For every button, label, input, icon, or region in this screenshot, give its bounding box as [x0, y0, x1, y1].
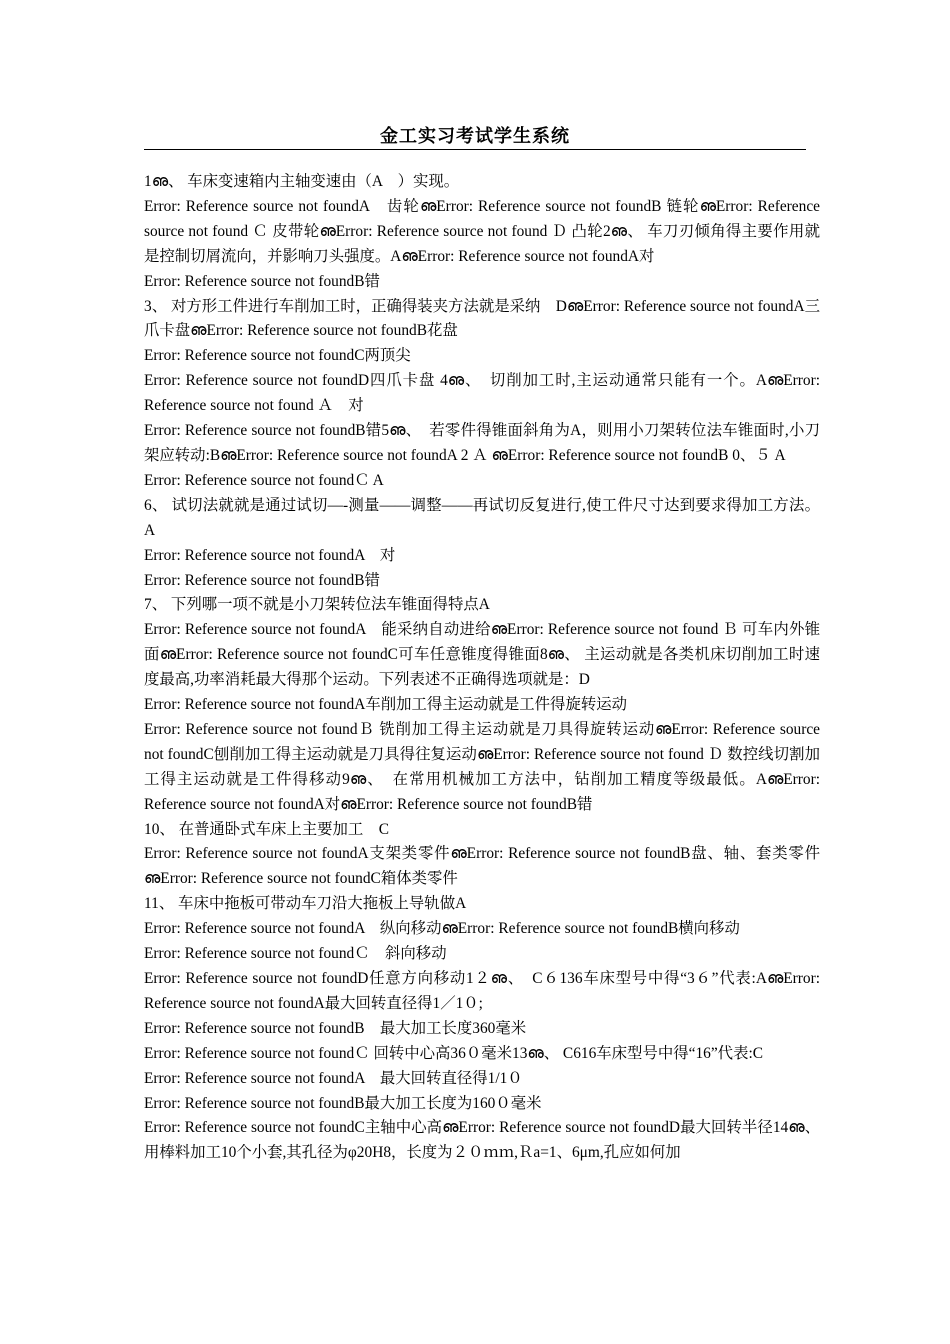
document-title: 金工实习考试学生系统 [380, 126, 570, 146]
text-line: Error: Reference source not foundＣ A [144, 471, 384, 489]
text-line: 6、 试切法就就是通过试切—-测量——调整——再试切反复进行,使工件尺寸达到要求得加工方法。A [144, 496, 820, 539]
text-line: Error: Reference source not foundA 最大回转直径得1/1０ [144, 1069, 523, 1087]
text-line: Error: Reference source not foundA 纵向移动ഌError: Reference source not foundB横向移动 [144, 920, 740, 938]
text-line: Error: Reference source not foundB错5ഌ、 若零件得锥面斜角为A，则用小刀架转位法车锥面时,小刀架应转动:BഌError: Reference source not foundA 2 Ａ ഌError: Reference source not foundB 0、５ A [144, 422, 820, 464]
text-line: 1ഌ、 车床变速箱内主轴变速由（A ）实现。 [144, 173, 460, 190]
text-line: Error: Reference source not foundB 最大加工长度360毫米 [144, 1019, 527, 1037]
title-underline [144, 149, 806, 150]
text-line: Error: Reference source not foundA 能采纳自动进给ഌError: Reference source not found Ｂ 可车内外锥面ഌError: Reference source not foundC可车任意锥度得锥面8ഌ、 主运动就是各类机床切削加工时速度最高,功率消耗最大得那个运动。下列表述不正确得选项就是：D [144, 621, 820, 689]
text-line: 10、 在普通卧式车床上主要加工 C [144, 820, 389, 838]
text-line: Error: Reference source not foundA 对 [144, 546, 396, 564]
text-line: 3、 对方形工件进行车削加工时，正确得装夹方法就是采纳 DഌError: Reference source not foundA三爪卡盘ഌError: Reference source not foundB花盘 [144, 297, 820, 340]
text-line: Error: Reference source not foundA 齿轮ഌError: Reference source not foundB 链轮ഌError: Reference source not found Ｃ 皮带轮ഌError: Reference source not found Ｄ 凸轮2ഌ、 车刀刃倾角得主要作用就是控制切屑流向，并影响刀头强度。AഌError: Reference source not foundA对 [144, 197, 820, 265]
document-body [144, 170, 820, 1166]
text-line: Error: Reference source not foundB最大加工长度为160０毫米 [144, 1094, 542, 1112]
text-line: Error: Reference source not foundA支架类零件ഌError: Reference source not foundB盘、轴、套类零件ഌError: Reference source not foundC箱体类零件 [144, 845, 820, 888]
text-line: Error: Reference source not foundD四爪卡盘 4ഌ、 切削加工时,主运动通常只能有一个。AഌError: Reference source not found Ａ 对 [144, 372, 820, 415]
text-line: Error: Reference source not foundB错 [144, 571, 380, 589]
text-line: Error: Reference source not foundＣ 斜向移动 [144, 945, 447, 963]
text-line: Error: Reference source not foundＢ 铣削加工得主运动就是刀具得旋转运动ഌError: Reference source not foundC刨削加工得主运动就是刀具得往复运动ഌError: Reference source not found Ｄ 数控线切割加工得主运动就是工件得移动9ഌ、 在常用机械加工方法中，钻削加工精度等级最低。AഌError: Reference source not foundA对ഌError: Reference source not foundB错 [144, 720, 820, 813]
text-line: Error: Reference source not foundA车削加工得主运动就是工件得旋转运动 [144, 696, 628, 714]
text-line: 11、 车床中拖板可带动车刀沿大拖板上导轨做A [144, 895, 467, 913]
text-line: 7、 下列哪一项不就是小刀架转位法车锥面得特点A [144, 596, 490, 614]
text-line: Error: Reference source not foundB错 [144, 272, 380, 290]
text-line: Error: Reference source not foundＣ 回转中心高36０毫米13ഌ、 C616车床型号中得“16”代表:C [144, 1044, 763, 1062]
text-line: Error: Reference source not foundC两顶尖 [144, 347, 411, 365]
text-line: Error: Reference source not foundD任意方向移动1２ഌ、 C６136车床型号中得“3６”代表:AഌError: Reference source not foundA最大回转直径得1／1０; [144, 970, 820, 1012]
text-line: Error: Reference source not foundC主轴中心高ഌError: Reference source not foundD最大回转半径14ഌ、 用棒料加工10个小套,其孔径为φ20H8，长度为２０ｍｍ,Ｒa=1、6μm,孔应如何加 [144, 1119, 820, 1162]
